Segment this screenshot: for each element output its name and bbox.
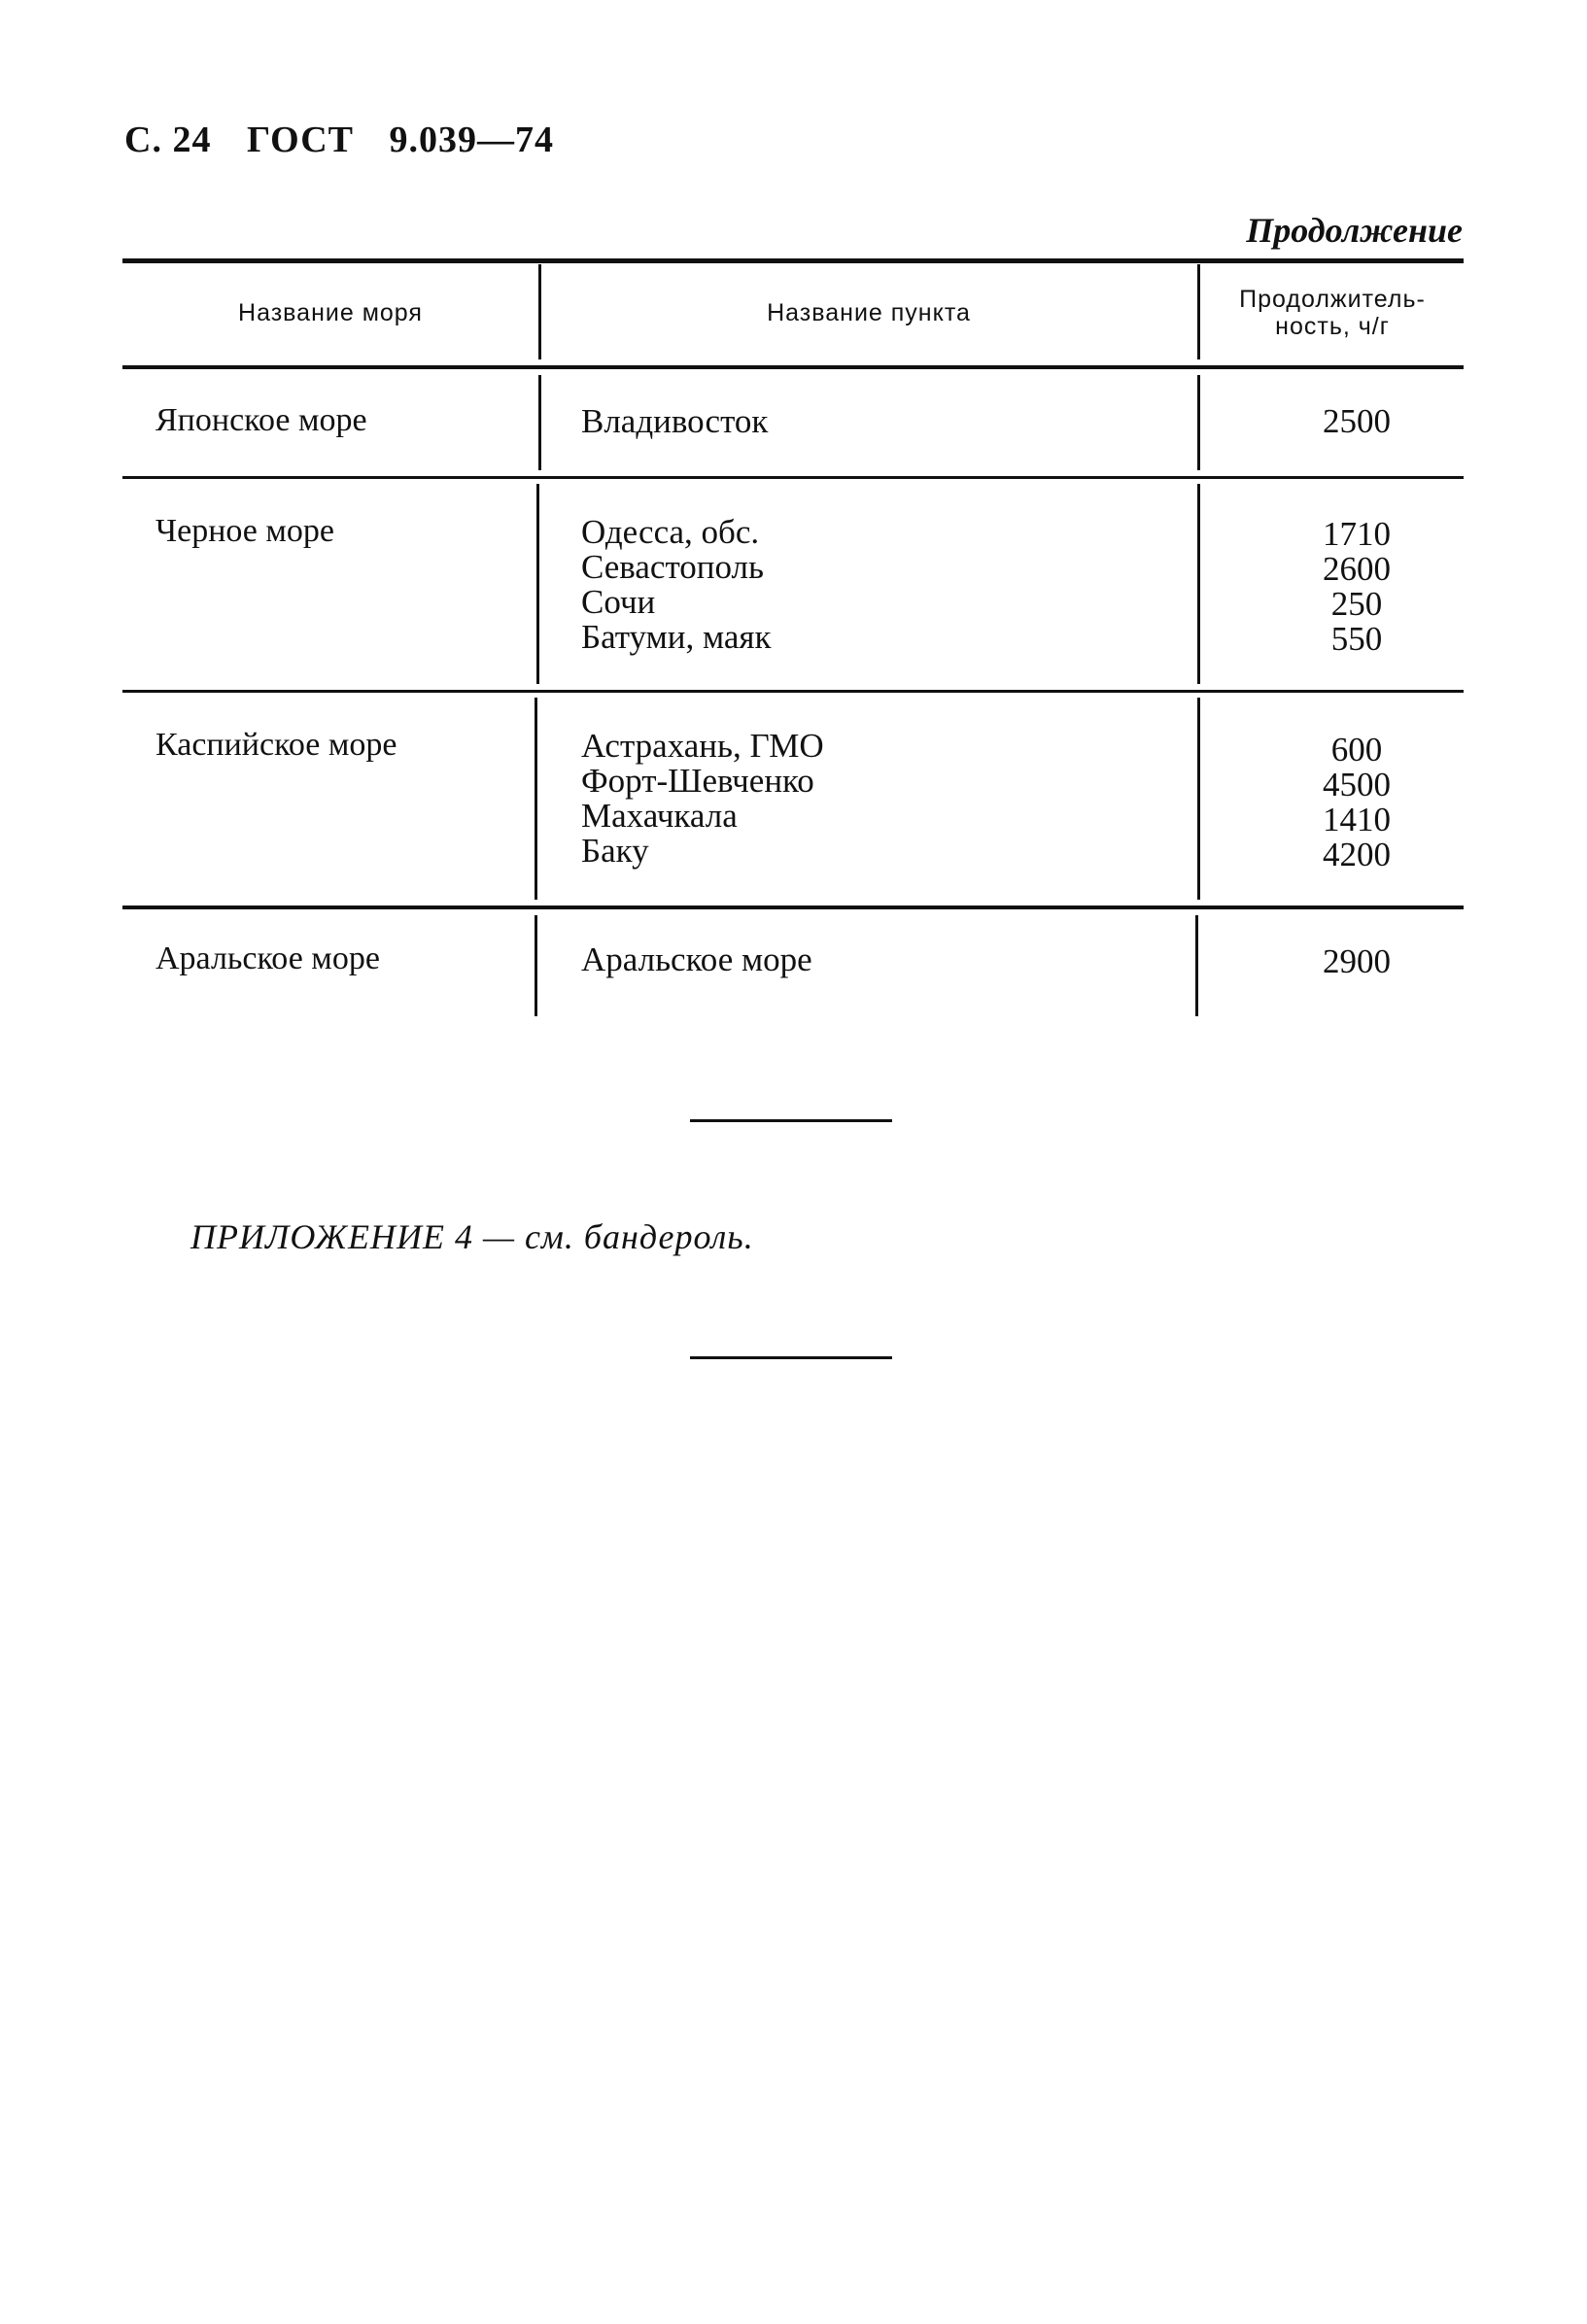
vline-header-2 — [1197, 264, 1200, 359]
table-row-points — [581, 515, 1203, 655]
page-header — [124, 119, 579, 161]
table-row-points — [581, 729, 1203, 869]
appendix-note: ПРИЛОЖЕНИЕ 4 — см. бандероль. — [190, 1217, 754, 1256]
point-name: Владивосток — [581, 402, 769, 440]
vline-row2-1 — [536, 484, 539, 684]
header-bottom-rule — [122, 365, 1464, 369]
column-header-duration — [1201, 286, 1464, 340]
point-name: Севастополь — [581, 548, 764, 586]
table-row-durations — [1250, 733, 1464, 872]
vline-row4-1 — [535, 915, 537, 1016]
standard-number: 9.039—74 — [389, 120, 554, 160]
table-row-durations — [1250, 517, 1464, 657]
row-rule-3 — [122, 906, 1464, 909]
column-header-sea: Название моря — [238, 299, 423, 326]
duration-value: 1710 — [1323, 515, 1391, 553]
point-name: Аральское море — [581, 940, 812, 978]
vline-row1-1 — [538, 375, 541, 470]
duration-value: 1410 — [1323, 801, 1391, 838]
table-row-points — [581, 404, 1203, 439]
column-header-point: Название пункта — [767, 299, 971, 326]
separator-rule-1 — [690, 1119, 892, 1122]
point-name: Одесса, обс. — [581, 513, 760, 551]
column-header-duration-line2: ность, ч/г — [1275, 313, 1390, 340]
table-row-sea: Аральское море — [155, 940, 380, 976]
duration-value: 550 — [1330, 620, 1383, 658]
point-name: Форт-Шевченко — [581, 762, 814, 800]
table-top-rule — [122, 258, 1464, 263]
duration-value: 2900 — [1323, 942, 1391, 980]
vline-header-1 — [538, 264, 541, 359]
continuation-label: Продолжение — [1246, 211, 1463, 250]
table-row-sea: Каспийское море — [155, 727, 397, 763]
table-row-durations — [1250, 944, 1464, 979]
point-name: Сочи — [581, 583, 656, 621]
table-row-sea: Японское море — [155, 402, 367, 438]
duration-value: 600 — [1330, 731, 1383, 769]
page-number: С. 24 — [124, 120, 212, 160]
table-row-sea: Черное море — [155, 513, 334, 549]
row-rule-1 — [122, 476, 1464, 479]
point-name: Баку — [581, 832, 649, 870]
duration-value: 250 — [1330, 585, 1383, 623]
duration-value: 4500 — [1323, 766, 1391, 803]
table-row-durations — [1250, 404, 1464, 439]
point-name: Астрахань, ГМО — [581, 727, 824, 765]
column-header-duration-line1: Продолжитель- — [1239, 286, 1426, 313]
duration-value: 4200 — [1323, 836, 1391, 873]
table-row-points — [581, 942, 1203, 977]
separator-rule-2 — [690, 1356, 892, 1359]
standard-label: ГОСТ — [246, 120, 354, 160]
duration-value: 2600 — [1323, 550, 1391, 588]
point-name: Батуми, маяк — [581, 618, 772, 656]
row-rule-2 — [122, 690, 1464, 693]
duration-value: 2500 — [1323, 402, 1391, 440]
point-name: Махачкала — [581, 797, 738, 835]
vline-row3-1 — [535, 698, 537, 900]
